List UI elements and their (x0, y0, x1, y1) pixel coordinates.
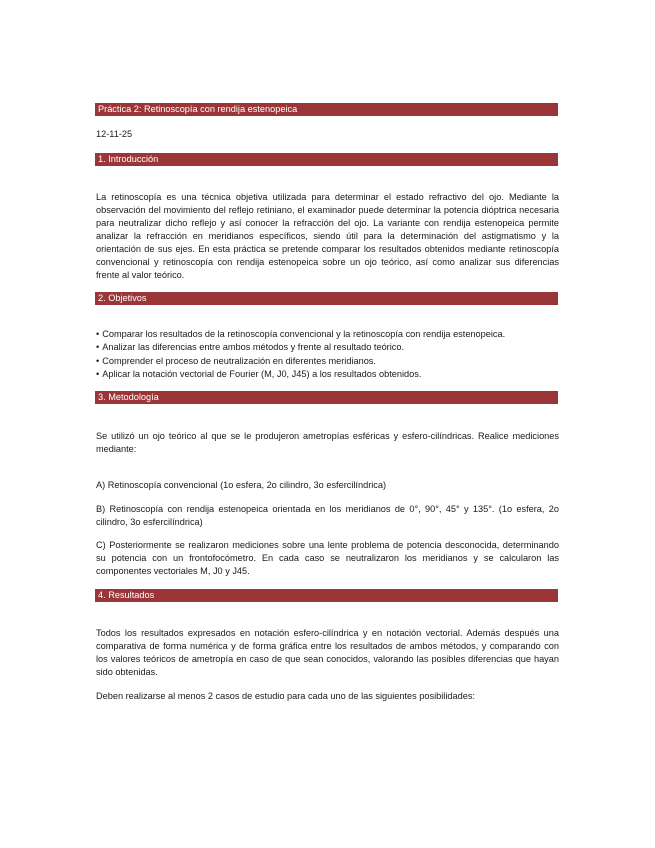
objetivos-list (96, 328, 559, 381)
section-heading-objetivos (95, 292, 558, 305)
section-heading-label: 4. Resultados (98, 590, 155, 600)
metodologia-intro: Se utilizó un ojo teórico al que se le produjeron ametropías esféricas y esfero-cilíndricas. Realice mediciones mediante: (96, 431, 559, 454)
introduccion-paragraph: La retinoscopía es una técnica objetiva utilizada para determinar el estado refractivo del ojo. Mediante la observación del movimiento del reflejo retiniano, el examinador puede determinar la potencia dióptrica necesaria para neutralizar dicho reflejo y así conocer la refracción del ojo. La variante con rendija estenopeica permite analizar la refracción en meridianos específicos, siendo útil para la determinación del astigmatismo y la orientación de sus ejes. En esta práctica se pretende comparar los resultados obtenidos mediante retinoscopía convencional y retinoscopía con rendija estenopeica sobre un ojo teórico, así como analizar sus diferencias frente al valor teórico. (96, 192, 559, 280)
resultados-closing: Deben realizarse al menos 2 casos de estudio para cada uno de las siguientes posibilidades: (96, 691, 475, 701)
practice-date: 12-11-25 (96, 129, 133, 139)
section-heading-resultados (95, 589, 558, 602)
resultados-paragraph: Todos los resultados expresados en notación esfero-cilíndrica y en notación vectorial. Además después una comparativa de forma numérica y de forma gráfica entre los resultados de ambos métodos, y comparando con los valores teóricos de ametropía en caso de que sean conocidos, valorando las posibles diferencias que hayan sido obtenidas. (96, 628, 559, 677)
list-item: • Comparar los resultados de la retinoscopía convencional y la retinoscopía con rendija estenopeica. (96, 328, 559, 341)
section-heading-label: 3. Metodología (98, 392, 159, 402)
list-item: • Analizar las diferencias entre ambos métodos y frente al resultado teórico. (96, 341, 559, 354)
list-item: • Aplicar la notación vectorial de Fourier (M, J0, J45) a los resultados obtenidos. (96, 368, 559, 381)
practice-title: Práctica 2: Retinoscopía con rendija estenopeica (98, 104, 298, 114)
metodologia-item-c: C) Posteriormente se realizaron mediciones sobre una lente problema de potencia desconocida, determinando su potencia con un frontofocómetro. En cada caso se neutralizaron los meridianos y se calcularon las componentes vectoriales M, J0 y J45. (96, 540, 559, 576)
practice-title-band (95, 103, 558, 116)
section-heading-metodologia (95, 391, 558, 404)
metodologia-item-a: A) Retinoscopía convencional (1o esfera, 2o cilindro, 3o esfercilíndrica) (96, 480, 387, 490)
section-heading-label: 1. Introducción (98, 154, 159, 164)
list-item: • Comprender el proceso de neutralización en diferentes meridianos. (96, 355, 559, 368)
section-heading-label: 2. Objetivos (98, 293, 147, 303)
section-heading-introduccion (95, 153, 558, 166)
metodologia-item-b: B) Retinoscopía con rendija estenopeica orientada en los meridianos de 0°, 90°, 45° y 135°. (1o esfera, 2o cilindro, 3o esfercilíndrica) (96, 504, 559, 527)
